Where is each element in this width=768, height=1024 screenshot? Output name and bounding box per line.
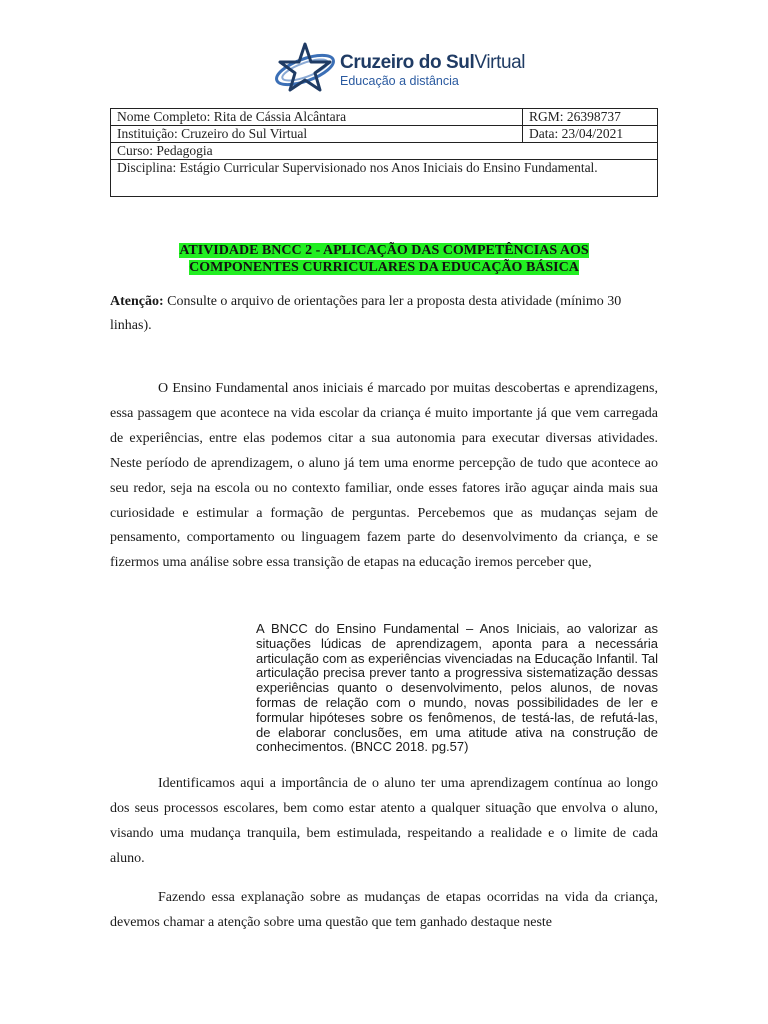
brand-bold: Cruzeiro do Sul [340, 52, 475, 73]
attention-text: Consulte o arquivo de orientações para ler a proposta desta atividade (mínimo 30 linhas). [110, 294, 622, 333]
star-swoosh-icon [272, 40, 338, 92]
course-cell: Curso: Pedagogia [111, 143, 658, 160]
date-cell: Data: 23/04/2021 [523, 126, 658, 143]
info-row [111, 143, 658, 160]
institution-cell: Instituição: Cruzeiro do Sul Virtual [111, 126, 523, 143]
student-name-cell: Nome Completo: Rita de Cássia Alcântara [111, 109, 523, 126]
rgm-cell: RGM: 26398737 [523, 109, 658, 126]
title-line-1: ATIVIDADE BNCC 2 - APLICAÇÃO DAS COMPETÊNCIAS AOS [179, 243, 589, 258]
brand-light: Virtual [474, 52, 526, 73]
title-line-2: COMPONENTES CURRICULARES DA EDUCAÇÃO BÁSICA [189, 260, 579, 275]
block-quote: A BNCC do Ensino Fundamental – Anos Iniciais, ao valorizar as situações lúdicas de aprendizagem, aponta para a necessária articulação com as experiências vivenciadas na Educação Infantil. Tal articulação precisa prever tanto a progressiva sistematização dessas experiências quanto o desenvolvimento, pelos alunos, de novas formas de relação com o mundo, novas possibilidades de ler e formular hipóteses sobre os fenômenos, de testá-las, de refutá-las, de elaborar conclusões, em uma atitude ativa na construção de conhecimentos. (BNCC 2018. pg.57) [256, 621, 658, 755]
info-row [111, 126, 658, 143]
attention-label: Atenção: [110, 294, 164, 309]
brand-tagline: Educação a distância [340, 74, 459, 88]
activity-title [110, 242, 658, 276]
discipline-cell: Disciplina: Estágio Curricular Supervisionado nos Anos Iniciais do Ensino Fundamental. [111, 160, 658, 197]
info-row [111, 109, 658, 126]
paragraph-3: Fazendo essa explanação sobre as mudanças de etapas ocorridas na vida da criança, devemos chamar a atenção sobre uma questão que tem ganhado destaque neste [110, 890, 658, 930]
brand-name [340, 52, 525, 74]
student-info-table [110, 108, 658, 197]
info-row [111, 160, 658, 197]
attention-note [110, 290, 658, 338]
paragraph-2: Identificamos aqui a importância de o aluno ter uma aprendizagem contínua ao longo dos seus processos escolares, bem como estar atento a qualquer situação que envolva o aluno, visando uma mudança tranquila, bem estimulada, respeitando a realidade e o limite de cada aluno. [110, 776, 658, 866]
paragraph-1: O Ensino Fundamental anos iniciais é marcado por muitas descobertas e aprendizagens, essa passagem que acontece na vida escolar da criança é muito importante já que vem carregada de experiências, entre elas podemos citar a sua autonomia para executar diversas atividades. Neste período de aprendizagem, o aluno já tem uma enorme percepção de tudo que acontece ao seu redor, seja na escola ou no contexto familiar, onde esses fatores irão aguçar ainda mais sua curiosidade e estimular a formação de perguntas. Percebemos que as mudanças sejam de pensamento, comportamento ou linguagem fazem parte do desenvolvimento da criança, e se fizermos uma análise sobre essa transição de etapas na educação iremos perceber que, [110, 381, 658, 571]
cruzeiro-logo [272, 40, 526, 92]
